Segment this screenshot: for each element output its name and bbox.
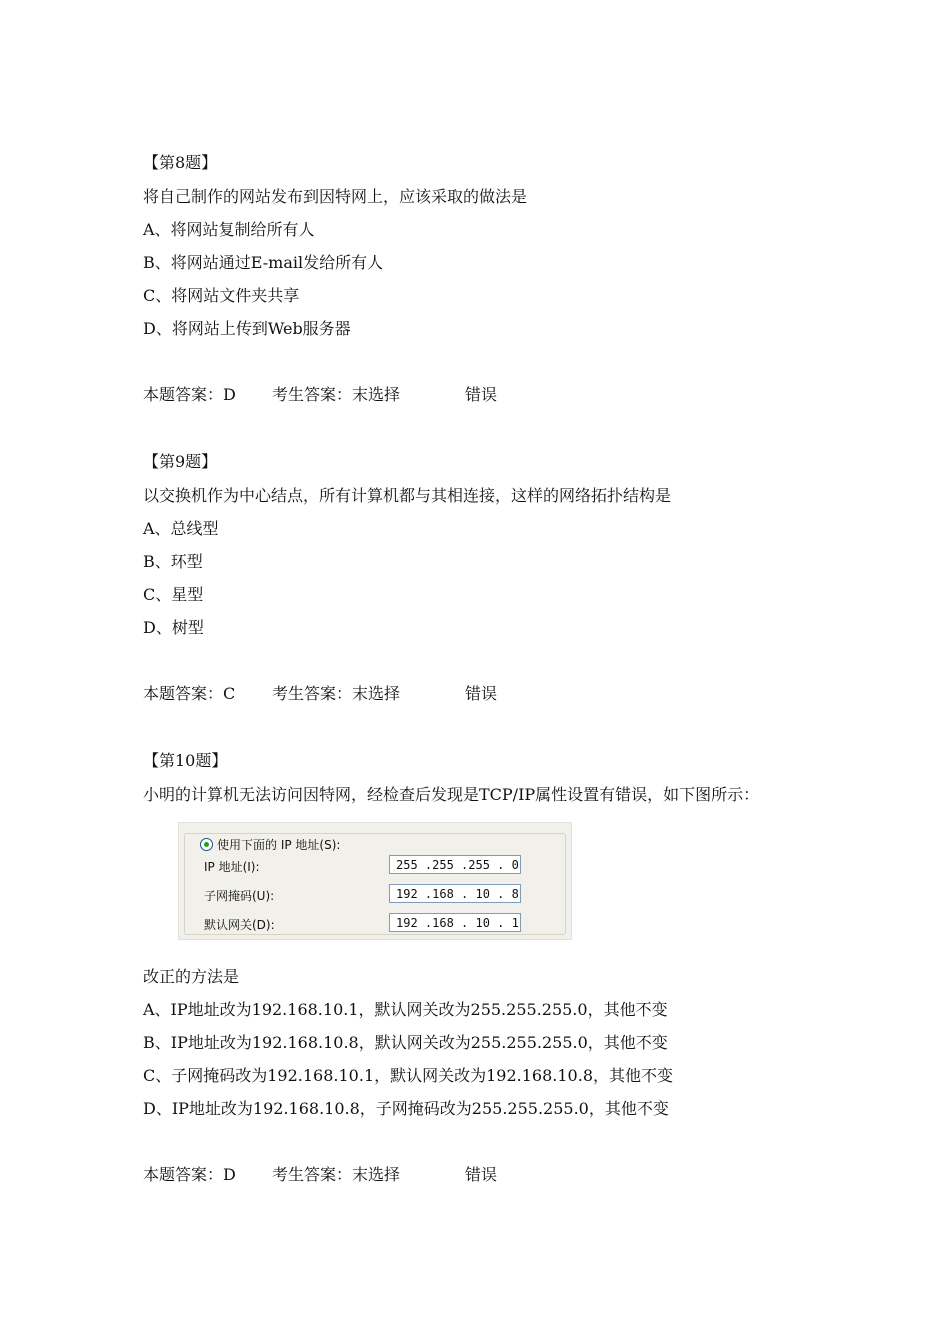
question-8-option-a: A、将网站复制给所有人 — [143, 220, 315, 239]
question-9-option-c: C、星型 — [143, 585, 204, 604]
correct-answer: 本题答案：C — [143, 684, 236, 703]
question-10-option-b: B、IP地址改为192.168.10.8，默认网关改为255.255.255.0，其他不变 — [143, 1033, 668, 1052]
result-status: 错误 — [465, 684, 498, 703]
student-answer: 考生答案：末选择 — [272, 684, 401, 703]
question-9-stem: 以交换机作为中心结点，所有计算机都与其相连接，这样的网络拓扑结构是 — [143, 486, 672, 505]
question-10-header: 【第10题】 — [143, 751, 228, 770]
ip-address-field[interactable]: 255 .255 .255 . 0 — [389, 855, 521, 874]
default-gateway-label: 默认网关(D): — [204, 918, 275, 932]
radio-selected-icon[interactable] — [200, 838, 213, 851]
ip-settings-figure — [178, 822, 572, 940]
question-9-option-d: D、树型 — [143, 618, 204, 637]
question-9-header: 【第9题】 — [143, 452, 218, 471]
ip-settings-group — [184, 833, 566, 935]
question-10-stem: 小明的计算机无法访问因特网，经检查后发现是TCP/IP属性设置有错误，如下图所示： — [143, 785, 760, 804]
question-8-option-c: C、将网站文件夹共享 — [143, 286, 300, 305]
radio-label: 使用下面的 IP 地址(S): — [217, 838, 341, 852]
student-answer: 考生答案：末选择 — [272, 1165, 401, 1184]
correct-answer: 本题答案：D — [143, 385, 236, 404]
result-status: 错误 — [465, 385, 498, 404]
question-9-option-b: B、环型 — [143, 552, 203, 571]
result-status: 错误 — [465, 1165, 498, 1184]
question-8-option-d: D、将网站上传到Web服务器 — [143, 319, 351, 338]
default-gateway-field[interactable]: 192 .168 . 10 . 1 — [389, 913, 521, 932]
question-10-option-a: A、IP地址改为192.168.10.1，默认网关改为255.255.255.0，其他不变 — [143, 1000, 668, 1019]
correct-answer: 本题答案：D — [143, 1165, 236, 1184]
subnet-mask-field[interactable]: 192 .168 . 10 . 8 — [389, 884, 521, 903]
question-8-header: 【第8题】 — [143, 153, 218, 172]
subnet-mask-label: 子网掩码(U): — [204, 889, 275, 903]
use-following-ip-option[interactable] — [197, 836, 343, 853]
question-10-option-d: D、IP地址改为192.168.10.8，子网掩码改为255.255.255.0，其他不变 — [143, 1099, 669, 1118]
ip-address-label: IP 地址(I): — [204, 860, 260, 874]
question-9-option-a: A、总线型 — [143, 519, 219, 538]
question-10-stem-2: 改正的方法是 — [143, 967, 240, 986]
question-8-option-b: B、将网站通过E-mail发给所有人 — [143, 253, 384, 272]
question-8-stem: 将自己制作的网站发布到因特网上，应该采取的做法是 — [143, 187, 528, 206]
student-answer: 考生答案：末选择 — [272, 385, 401, 404]
question-10-option-c: C、子网掩码改为192.168.10.1，默认网关改为192.168.10.8，其他不变 — [143, 1066, 673, 1085]
